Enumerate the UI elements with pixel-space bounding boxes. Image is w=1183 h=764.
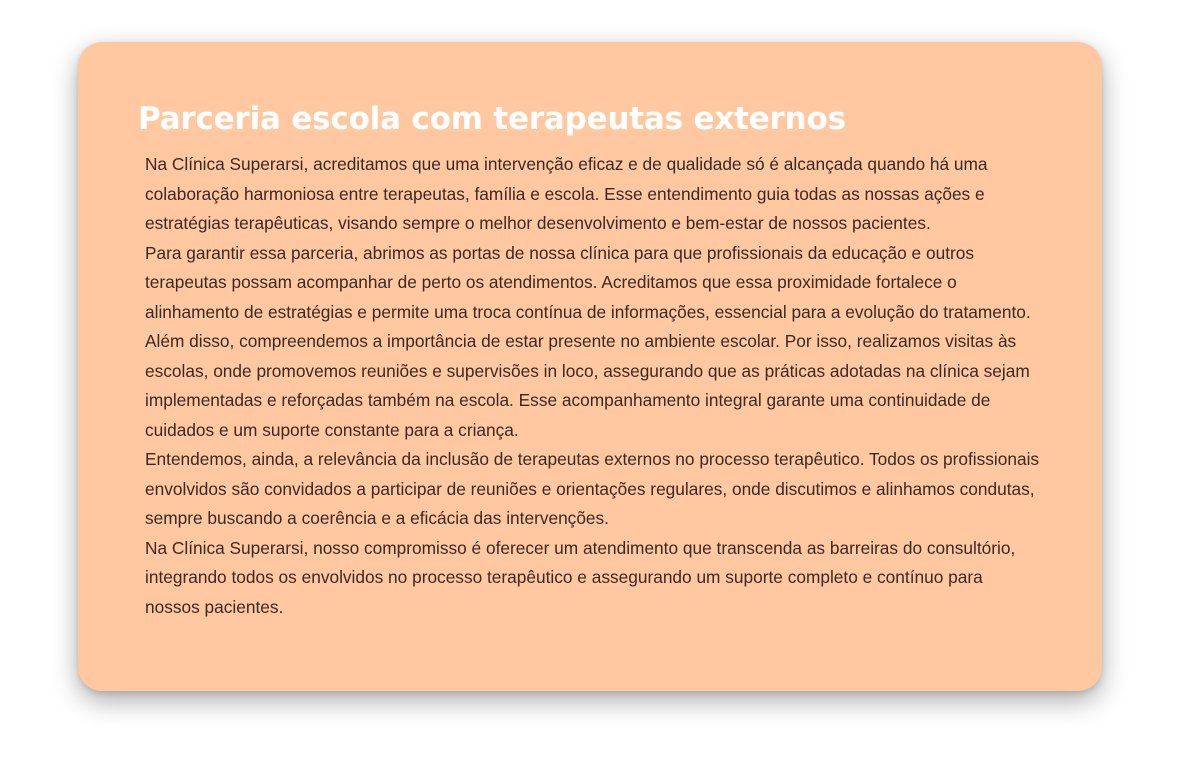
- partnership-card: [78, 42, 1102, 691]
- paragraph-open-doors: Para garantir essa parceria, abrimos as portas de nossa clínica para que profissionais da educação e outros terapeutas possam acompanhar de perto os atendimentos. Acreditamos que essa proximidade fortalece o alinhamento de estratégias e permite uma troca contínua de informações, essencial para a evolução do tratamento.: [145, 242, 1031, 322]
- paragraph-intro: Na Clínica Superarsi, acreditamos que uma intervenção eficaz e de qualidade só é alcançada quando há uma colaboração harmoniosa entre terapeutas, família e escola. Esse entendimento guia todas as nossas ações e estratégias terapêuticas, visando sempre o melhor desenvolvimento e bem-estar de nossos pacientes.: [145, 154, 988, 233]
- section-body: [145, 150, 1040, 622]
- paragraph-external-therapists: Entendemos, ainda, a relevância da inclusão de terapeutas externos no processo terapêutico. Todos os profissionais envolvidos são convidados a participar de reuniões e orientações regulares, onde discutimos e alinhamos condutas, sempre buscando a coerência e a eficácia das intervenções.: [145, 449, 1040, 528]
- section-title: Parceria escola com terapeutas externos: [138, 101, 846, 137]
- paragraph-commitment: Na Clínica Superarsi, nosso compromisso é oferecer um atendimento que transcenda as barreiras do consultório, integrando todos os envolvidos no processo terapêutico e assegurando um suporte completo e contínuo para nossos pacientes.: [145, 537, 1016, 617]
- paragraph-school-visits: Além disso, compreendemos a importância de estar presente no ambiente escolar. Por isso, realizamos visitas às escolas, onde promovemos reuniões e supervisões in loco, assegurando que as práticas adotadas na clínica sejam implementadas e reforçadas também na escola. Esse acompanhamento integral garante uma continuidade de cuidados e um suporte constante para a criança.: [145, 331, 1030, 440]
